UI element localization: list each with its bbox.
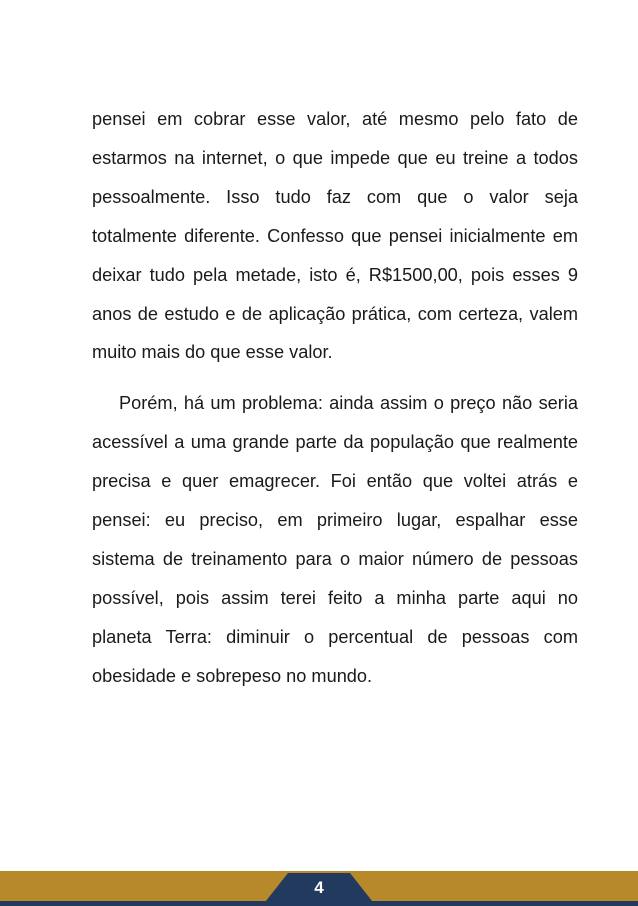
page-number: 4 — [314, 878, 324, 897]
page-body — [92, 100, 578, 696]
paragraph-2: Porém, há um problema: ainda assim o preço não seria acessível a uma grande parte da população que realmente precisa e quer emagrecer. Foi então que voltei atrás e pensei: eu preciso, em primeiro lugar, espalhar esse sistema de treinamento para o maior número de pessoas possível, pois assim terei feito a minha parte aqui no planeta Terra: diminuir o percentual de pessoas com obesidade e sobrepeso no mundo. — [92, 393, 578, 686]
paragraph-1: pensei em cobrar esse valor, até mesmo pelo fato de estarmos na internet, o que impede que eu treine a todos pessoalmente. Isso tudo faz com que o valor seja totalmente diferente. Confesso que pensei inicialmente em deixar tudo pela metade, isto é, R$1500,00, pois esses 9 anos de estudo e de aplicação prática, com certeza, valem muito mais do que esse valor. — [92, 109, 578, 363]
